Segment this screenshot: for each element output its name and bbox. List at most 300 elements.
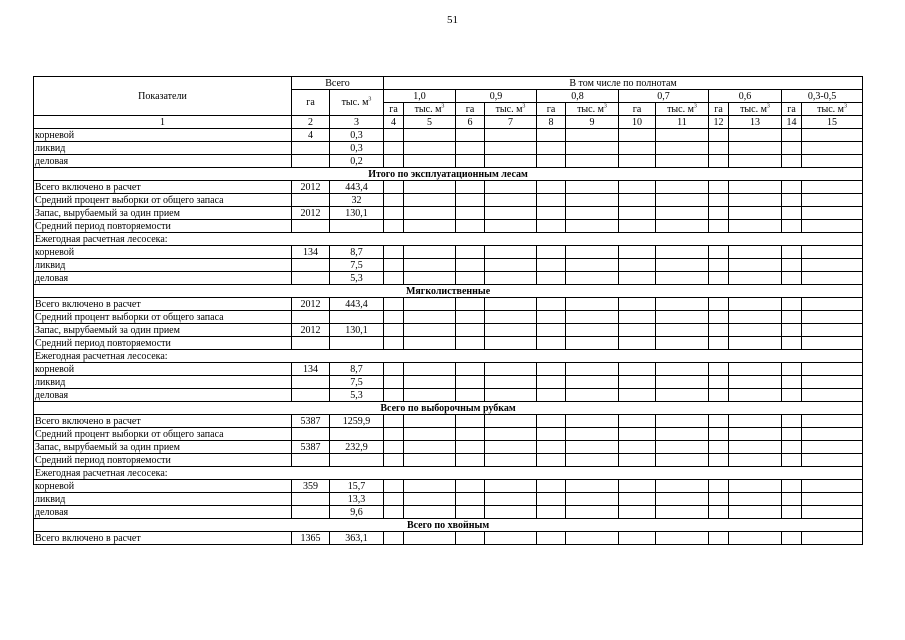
- cell-empty: [729, 441, 782, 454]
- cell-empty: [656, 493, 709, 506]
- cell-total-ha: [292, 311, 330, 324]
- cell-empty: [456, 298, 485, 311]
- cell-empty: [709, 246, 729, 259]
- cell-empty: [404, 506, 456, 519]
- table-row: [34, 207, 863, 220]
- header-density: 0,9: [456, 90, 537, 103]
- header-total: Всего: [292, 77, 384, 90]
- cell-empty: [404, 480, 456, 493]
- header-unit-m3: [566, 103, 619, 116]
- cell-empty: [566, 363, 619, 376]
- cell-empty: [656, 441, 709, 454]
- cell-total-ha: [292, 142, 330, 155]
- cell-empty: [619, 324, 656, 337]
- cell-empty: [384, 441, 404, 454]
- cell-empty: [802, 129, 863, 142]
- cell-empty: [485, 363, 537, 376]
- row-label: корневой: [34, 246, 292, 259]
- cell-empty: [782, 363, 802, 376]
- cell-empty: [485, 194, 537, 207]
- header-by-density: В том числе по полнотам: [384, 77, 863, 90]
- cell-empty: [656, 363, 709, 376]
- cell-empty: [384, 246, 404, 259]
- cell-empty: [656, 428, 709, 441]
- cell-total-m3: 8,7: [330, 363, 384, 376]
- header-unit-m3: [404, 103, 456, 116]
- cell-empty: [404, 259, 456, 272]
- table-row: [34, 181, 863, 194]
- cell-empty: [384, 428, 404, 441]
- cell-empty: [537, 363, 566, 376]
- subheading-row: [34, 467, 863, 480]
- cell-empty: [729, 415, 782, 428]
- cell-empty: [384, 181, 404, 194]
- cell-empty: [566, 220, 619, 233]
- column-number: 15: [802, 116, 863, 129]
- cell-empty: [456, 506, 485, 519]
- cell-empty: [656, 376, 709, 389]
- table-header: [34, 77, 863, 129]
- forest-felling-table: [33, 76, 863, 545]
- cell-empty: [485, 311, 537, 324]
- unit-sup: 3: [693, 103, 697, 110]
- cell-total-m3: [330, 428, 384, 441]
- row-label: Всего включено в расчет: [34, 532, 292, 545]
- cell-total-ha: [292, 155, 330, 168]
- row-label: Запас, вырубаемый за один прием: [34, 441, 292, 454]
- cell-empty: [782, 259, 802, 272]
- cell-empty: [802, 324, 863, 337]
- cell-empty: [802, 259, 863, 272]
- cell-empty: [566, 415, 619, 428]
- cell-empty: [384, 337, 404, 350]
- cell-empty: [802, 454, 863, 467]
- cell-empty: [782, 389, 802, 402]
- unit-sup: 3: [843, 103, 847, 110]
- cell-empty: [729, 324, 782, 337]
- cell-empty: [619, 272, 656, 285]
- table-row: [34, 311, 863, 324]
- row-label: ликвид: [34, 142, 292, 155]
- cell-empty: [456, 363, 485, 376]
- cell-empty: [619, 142, 656, 155]
- cell-empty: [782, 324, 802, 337]
- cell-empty: [537, 220, 566, 233]
- cell-empty: [537, 181, 566, 194]
- cell-empty: [709, 506, 729, 519]
- cell-empty: [782, 337, 802, 350]
- cell-empty: [709, 532, 729, 545]
- cell-total-m3: [330, 311, 384, 324]
- cell-empty: [384, 532, 404, 545]
- unit-label: тыс. м: [577, 103, 604, 115]
- cell-empty: [709, 324, 729, 337]
- cell-total-ha: [292, 194, 330, 207]
- cell-empty: [566, 142, 619, 155]
- subheading-row: [34, 233, 863, 246]
- table-row: [34, 506, 863, 519]
- cell-empty: [656, 129, 709, 142]
- cell-total-m3: 13,3: [330, 493, 384, 506]
- cell-empty: [729, 194, 782, 207]
- cell-empty: [802, 480, 863, 493]
- cell-empty: [537, 415, 566, 428]
- cell-empty: [566, 194, 619, 207]
- cell-empty: [709, 220, 729, 233]
- cell-empty: [384, 415, 404, 428]
- header-unit-ha: га: [709, 103, 729, 116]
- cell-empty: [802, 415, 863, 428]
- cell-empty: [404, 298, 456, 311]
- cell-empty: [619, 363, 656, 376]
- cell-empty: [537, 207, 566, 220]
- cell-empty: [485, 428, 537, 441]
- cell-empty: [729, 298, 782, 311]
- row-label: деловая: [34, 155, 292, 168]
- cell-empty: [384, 155, 404, 168]
- cell-empty: [729, 428, 782, 441]
- cell-empty: [709, 272, 729, 285]
- cell-empty: [456, 311, 485, 324]
- cell-empty: [729, 532, 782, 545]
- cell-empty: [782, 220, 802, 233]
- cell-empty: [709, 363, 729, 376]
- cell-total-m3: 7,5: [330, 259, 384, 272]
- cell-total-ha: [292, 272, 330, 285]
- cell-total-m3: 443,4: [330, 181, 384, 194]
- cell-empty: [566, 311, 619, 324]
- cell-empty: [782, 298, 802, 311]
- cell-empty: [404, 155, 456, 168]
- cell-empty: [485, 142, 537, 155]
- cell-empty: [619, 389, 656, 402]
- header-unit-ha: га: [619, 103, 656, 116]
- cell-empty: [709, 480, 729, 493]
- cell-total-ha: [292, 506, 330, 519]
- cell-total-ha: 1365: [292, 532, 330, 545]
- cell-empty: [656, 220, 709, 233]
- cell-empty: [802, 181, 863, 194]
- cell-empty: [619, 532, 656, 545]
- cell-empty: [485, 207, 537, 220]
- cell-empty: [619, 194, 656, 207]
- cell-empty: [802, 389, 863, 402]
- cell-empty: [782, 480, 802, 493]
- cell-empty: [485, 454, 537, 467]
- cell-empty: [656, 207, 709, 220]
- cell-empty: [709, 259, 729, 272]
- cell-empty: [619, 376, 656, 389]
- cell-empty: [709, 454, 729, 467]
- cell-empty: [404, 376, 456, 389]
- table-row: [34, 142, 863, 155]
- cell-empty: [619, 259, 656, 272]
- cell-empty: [709, 207, 729, 220]
- cell-total-ha: [292, 259, 330, 272]
- cell-empty: [656, 259, 709, 272]
- cell-empty: [566, 259, 619, 272]
- cell-empty: [566, 493, 619, 506]
- section-title: Всего по хвойным: [34, 519, 863, 532]
- header-density: 0,3-0,5: [782, 90, 863, 103]
- cell-total-m3: 0,3: [330, 129, 384, 142]
- section-title: Мягколиственные: [34, 285, 863, 298]
- cell-total-m3: 0,3: [330, 142, 384, 155]
- cell-empty: [537, 142, 566, 155]
- cell-total-m3: [330, 454, 384, 467]
- cell-empty: [566, 129, 619, 142]
- cell-empty: [384, 129, 404, 142]
- cell-empty: [485, 480, 537, 493]
- cell-empty: [537, 311, 566, 324]
- cell-empty: [802, 207, 863, 220]
- header-total-m3: [330, 90, 384, 116]
- cell-empty: [656, 246, 709, 259]
- subheading-label: Ежегодная расчетная лесосека:: [34, 350, 863, 363]
- header-density: 0,8: [537, 90, 619, 103]
- column-number: 2: [292, 116, 330, 129]
- cell-total-ha: 5387: [292, 415, 330, 428]
- unit-sup: 3: [766, 103, 770, 110]
- cell-empty: [485, 259, 537, 272]
- cell-empty: [729, 363, 782, 376]
- cell-empty: [537, 454, 566, 467]
- cell-empty: [456, 324, 485, 337]
- section-row: [34, 402, 863, 415]
- cell-empty: [537, 480, 566, 493]
- row-label: Средний период повторяемости: [34, 220, 292, 233]
- row-label: Средний процент выборки от общего запаса: [34, 194, 292, 207]
- cell-total-ha: 134: [292, 246, 330, 259]
- cell-empty: [485, 337, 537, 350]
- table-row: [34, 493, 863, 506]
- cell-empty: [656, 337, 709, 350]
- cell-empty: [566, 506, 619, 519]
- cell-empty: [566, 454, 619, 467]
- cell-empty: [404, 532, 456, 545]
- unit-label: тыс. м: [740, 103, 767, 115]
- cell-empty: [485, 415, 537, 428]
- row-label: ликвид: [34, 376, 292, 389]
- cell-empty: [566, 207, 619, 220]
- cell-empty: [456, 454, 485, 467]
- cell-empty: [404, 181, 456, 194]
- cell-empty: [619, 480, 656, 493]
- cell-empty: [456, 428, 485, 441]
- cell-total-ha: 5387: [292, 441, 330, 454]
- cell-empty: [404, 272, 456, 285]
- cell-empty: [566, 272, 619, 285]
- cell-empty: [729, 337, 782, 350]
- cell-empty: [782, 376, 802, 389]
- cell-empty: [619, 220, 656, 233]
- cell-total-ha: [292, 493, 330, 506]
- table-row: [34, 272, 863, 285]
- cell-empty: [782, 246, 802, 259]
- cell-empty: [782, 207, 802, 220]
- subheading-label: Ежегодная расчетная лесосека:: [34, 233, 863, 246]
- cell-empty: [404, 324, 456, 337]
- cell-total-ha: 359: [292, 480, 330, 493]
- cell-total-m3: 130,1: [330, 207, 384, 220]
- cell-empty: [782, 194, 802, 207]
- row-label: корневой: [34, 480, 292, 493]
- cell-empty: [384, 259, 404, 272]
- row-label: Запас, вырубаемый за один прием: [34, 324, 292, 337]
- unit-sup: 3: [603, 103, 607, 110]
- cell-empty: [537, 155, 566, 168]
- cell-empty: [619, 311, 656, 324]
- cell-empty: [656, 272, 709, 285]
- cell-empty: [404, 337, 456, 350]
- header-total-ha: га: [292, 90, 330, 116]
- cell-total-m3: 363,1: [330, 532, 384, 545]
- cell-empty: [384, 142, 404, 155]
- section-title: Итого по эксплуатационным лесам: [34, 168, 863, 181]
- table-row: [34, 389, 863, 402]
- cell-empty: [384, 389, 404, 402]
- cell-empty: [404, 129, 456, 142]
- cell-empty: [782, 155, 802, 168]
- unit-sup: 3: [368, 96, 372, 103]
- cell-empty: [485, 246, 537, 259]
- cell-total-ha: 2012: [292, 324, 330, 337]
- cell-empty: [485, 493, 537, 506]
- cell-total-ha: 134: [292, 363, 330, 376]
- cell-empty: [656, 194, 709, 207]
- cell-empty: [404, 441, 456, 454]
- cell-empty: [656, 155, 709, 168]
- column-number: 3: [330, 116, 384, 129]
- cell-empty: [619, 506, 656, 519]
- row-label: ликвид: [34, 493, 292, 506]
- cell-empty: [566, 480, 619, 493]
- table-row: [34, 363, 863, 376]
- cell-total-ha: [292, 428, 330, 441]
- cell-empty: [404, 207, 456, 220]
- cell-empty: [729, 311, 782, 324]
- cell-empty: [566, 324, 619, 337]
- row-label: деловая: [34, 272, 292, 285]
- section-title: Всего по выборочным рубкам: [34, 402, 863, 415]
- cell-empty: [656, 142, 709, 155]
- cell-empty: [619, 207, 656, 220]
- cell-empty: [709, 298, 729, 311]
- cell-empty: [456, 142, 485, 155]
- row-label: корневой: [34, 363, 292, 376]
- table-row: [34, 428, 863, 441]
- row-label: Всего включено в расчет: [34, 298, 292, 311]
- cell-total-m3: 8,7: [330, 246, 384, 259]
- cell-empty: [802, 506, 863, 519]
- cell-empty: [656, 532, 709, 545]
- header-unit-ha: га: [456, 103, 485, 116]
- cell-empty: [456, 155, 485, 168]
- cell-empty: [802, 194, 863, 207]
- cell-empty: [709, 389, 729, 402]
- table-row: [34, 324, 863, 337]
- cell-empty: [709, 415, 729, 428]
- cell-empty: [537, 389, 566, 402]
- cell-empty: [566, 376, 619, 389]
- cell-empty: [485, 441, 537, 454]
- cell-empty: [802, 532, 863, 545]
- row-label: Всего включено в расчет: [34, 181, 292, 194]
- column-number: 13: [729, 116, 782, 129]
- cell-empty: [456, 376, 485, 389]
- cell-empty: [566, 428, 619, 441]
- cell-empty: [485, 324, 537, 337]
- cell-total-ha: 2012: [292, 207, 330, 220]
- header-unit-m3: [485, 103, 537, 116]
- cell-empty: [782, 129, 802, 142]
- cell-empty: [709, 441, 729, 454]
- cell-total-m3: 5,3: [330, 272, 384, 285]
- cell-total-m3: 130,1: [330, 324, 384, 337]
- cell-empty: [729, 272, 782, 285]
- header-unit-m3: [656, 103, 709, 116]
- cell-empty: [537, 298, 566, 311]
- table-row: [34, 155, 863, 168]
- cell-empty: [384, 220, 404, 233]
- cell-empty: [802, 337, 863, 350]
- cell-empty: [802, 376, 863, 389]
- cell-empty: [537, 194, 566, 207]
- cell-empty: [456, 337, 485, 350]
- cell-empty: [485, 181, 537, 194]
- page-number: 51: [447, 14, 458, 26]
- cell-empty: [729, 454, 782, 467]
- cell-empty: [485, 298, 537, 311]
- section-row: [34, 168, 863, 181]
- cell-empty: [729, 259, 782, 272]
- cell-empty: [802, 155, 863, 168]
- cell-empty: [709, 142, 729, 155]
- cell-empty: [619, 298, 656, 311]
- column-number: 7: [485, 116, 537, 129]
- cell-empty: [656, 181, 709, 194]
- cell-empty: [656, 324, 709, 337]
- cell-empty: [456, 207, 485, 220]
- cell-empty: [485, 155, 537, 168]
- table-row: [34, 246, 863, 259]
- cell-empty: [456, 129, 485, 142]
- cell-empty: [456, 194, 485, 207]
- table-body: [34, 129, 863, 545]
- header-unit-ha: га: [782, 103, 802, 116]
- row-label: Средний период повторяемости: [34, 454, 292, 467]
- header-density: 0,6: [709, 90, 782, 103]
- cell-empty: [537, 337, 566, 350]
- cell-empty: [404, 493, 456, 506]
- cell-empty: [384, 311, 404, 324]
- cell-empty: [537, 129, 566, 142]
- cell-empty: [384, 363, 404, 376]
- cell-total-ha: 2012: [292, 181, 330, 194]
- table-row: [34, 480, 863, 493]
- cell-empty: [456, 493, 485, 506]
- table-row: [34, 532, 863, 545]
- cell-empty: [485, 129, 537, 142]
- unit-label: тыс. м: [414, 103, 442, 115]
- cell-empty: [384, 272, 404, 285]
- cell-empty: [384, 480, 404, 493]
- cell-empty: [566, 337, 619, 350]
- column-number: 11: [656, 116, 709, 129]
- cell-empty: [485, 532, 537, 545]
- cell-empty: [802, 428, 863, 441]
- cell-empty: [782, 506, 802, 519]
